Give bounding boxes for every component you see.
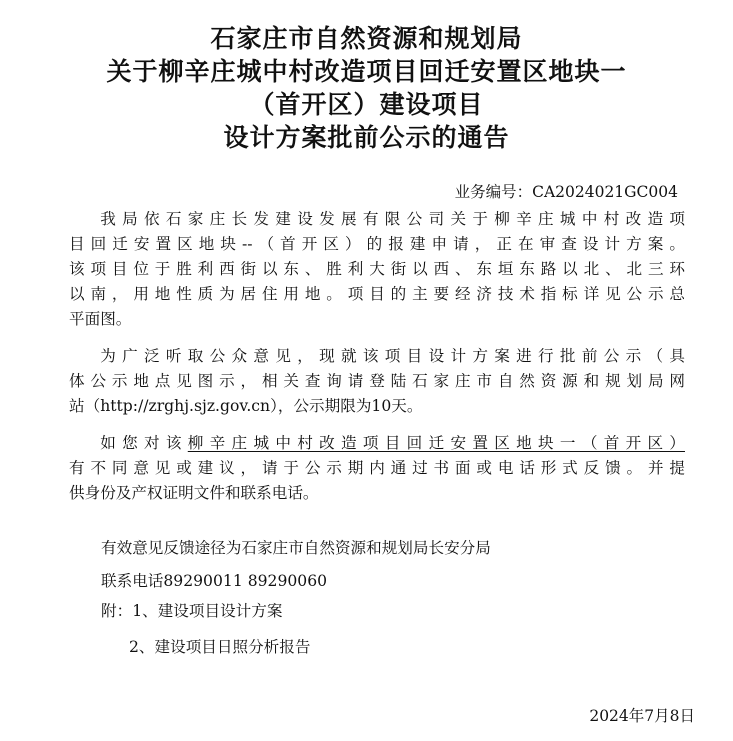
p2-line-3: 站（http://zrghj.sjz.gov.cn），公示期限为10天。 (69, 397, 423, 415)
p1-line-2: 目回迁安置区地块--（首开区）的报建申请，正在审查设计方案。 (69, 235, 685, 253)
title-line-1: 石家庄市自然资源和规划局 (210, 24, 523, 53)
paragraph-public-notice (69, 344, 685, 419)
contact-phone: 联系电话89290011 89290060 (101, 572, 328, 590)
attachment-1: 附：1、建设项目设计方案 (101, 602, 283, 620)
paragraph-feedback-request (69, 431, 685, 506)
p3-line-3: 供身份及产权证明文件和联系电话。 (69, 484, 319, 502)
attachment-2: 2、建设项目日照分析报告 (129, 638, 311, 656)
p2-line-1: 为广泛听取公众意见，现就该项目设计方案进行批前公示（具 (100, 347, 685, 365)
p3-prefix: 如您对该 (100, 434, 188, 452)
business-serial-number: 业务编号：CA2024021GC004 (454, 183, 678, 201)
title-line-4: 设计方案批前公示的通告 (223, 123, 510, 152)
p3-line-1 (69, 431, 685, 456)
notice-date: 2024年7月8日 (589, 707, 695, 725)
notice-title (0, 22, 733, 154)
p1-line-4: 以南，用地性质为居住用地。项目的主要经济技术指标详见公示总 (69, 285, 685, 303)
title-line-3: （首开区）建设项目 (249, 90, 484, 119)
p3-line-2: 有不同意见或建议，请于公示期内通过书面或电话形式反馈。并提 (69, 459, 685, 477)
p1-line-1: 我局依石家庄长发建设发展有限公司关于柳辛庄城中村改造项 (100, 210, 685, 228)
p2-line-2: 体公示地点见图示，相关查询请登陆石家庄市自然资源和规划局网 (69, 372, 685, 390)
title-line-2: 关于柳辛庄城中村改造项目回迁安置区地块一 (106, 57, 627, 86)
p1-line-5: 平面图。 (69, 310, 132, 328)
paragraph-application (69, 207, 685, 332)
project-name-underlined: 柳辛庄城中村改造项目回迁安置区地块一（首开区） (187, 434, 685, 452)
p1-line-3: 该项目位于胜利西街以东、胜利大街以西、东垣东路以北、北三环 (69, 260, 685, 278)
feedback-channel: 有效意见反馈途径为石家庄市自然资源和规划局长安分局 (101, 539, 491, 557)
